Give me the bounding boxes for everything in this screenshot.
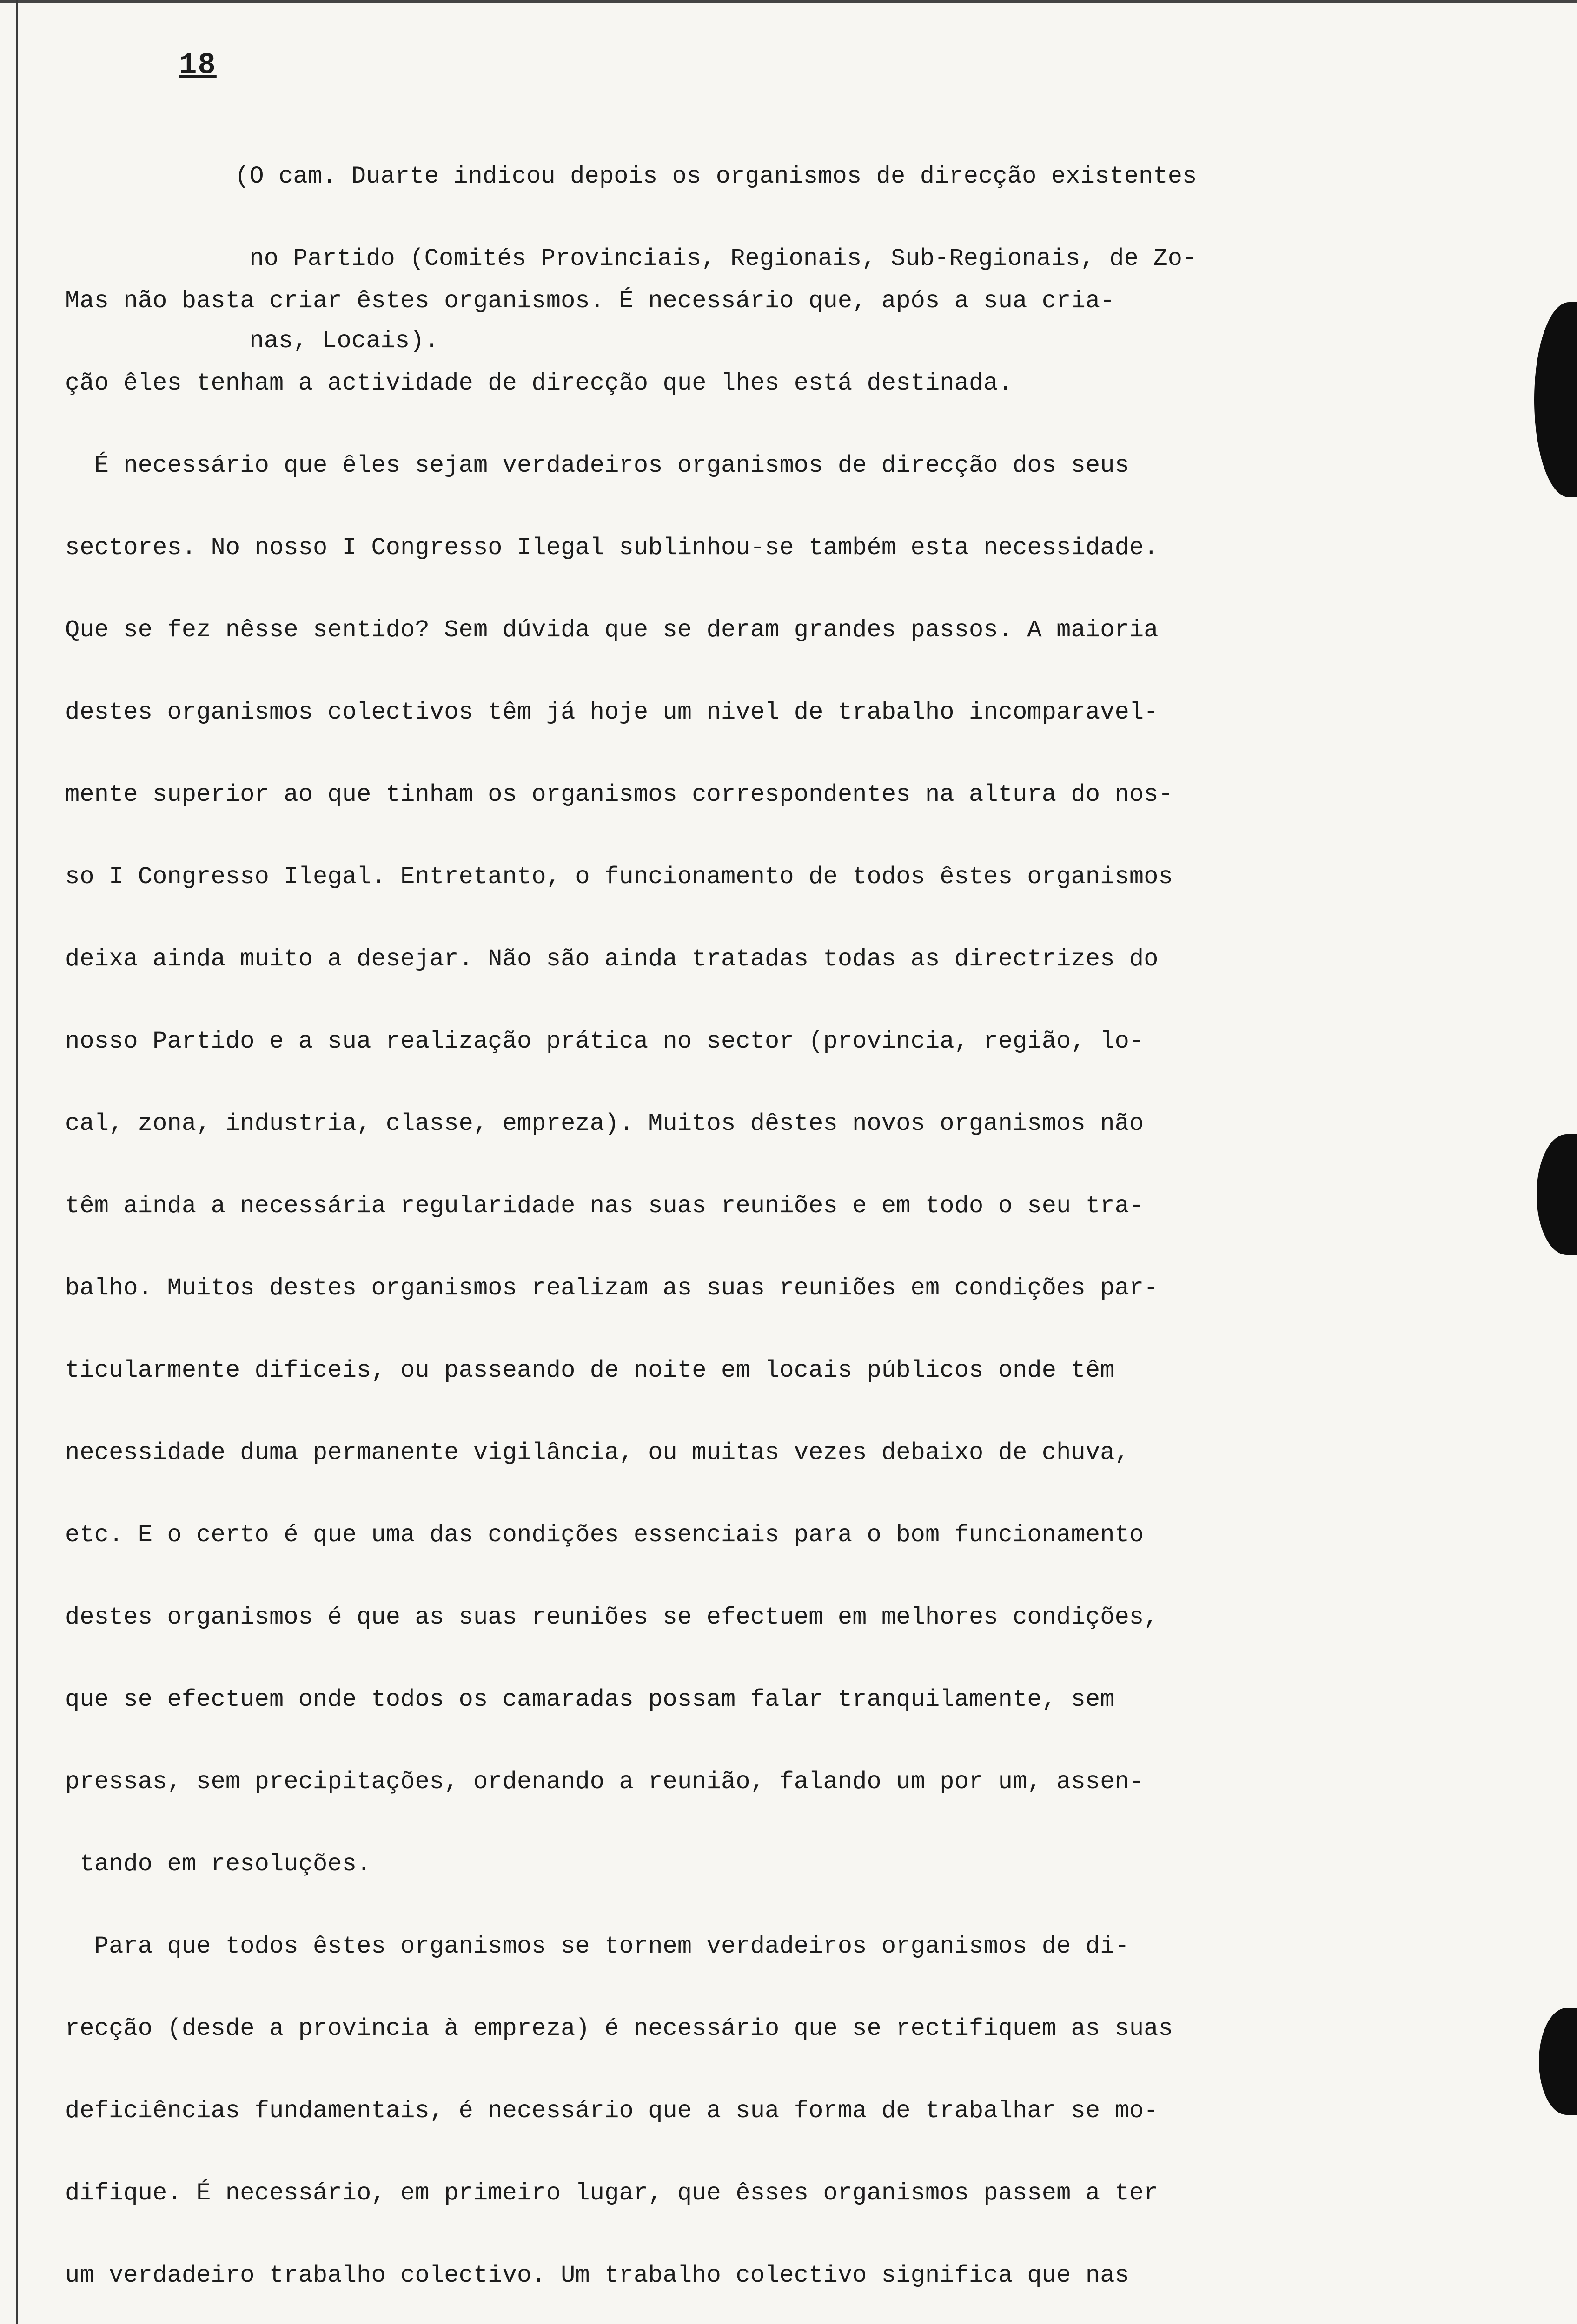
body-line: nosso Partido e a sua realização prática no sector (provincia, região, lo- xyxy=(65,1028,1144,1055)
body-line: É necessário que êles sejam verdadeiros organismos de direcção dos seus xyxy=(65,452,1129,479)
note-line: nas, Locais). xyxy=(235,327,439,355)
ink-blot-decoration xyxy=(1537,1134,1577,1255)
body-line: sectores. No nosso I Congresso Ilegal sublinhou-se também esta necessidade. xyxy=(65,534,1159,561)
body-line: tando em resoluções. xyxy=(65,1850,371,1878)
page-number: 18 xyxy=(179,49,217,82)
ink-blot-decoration xyxy=(1539,2008,1577,2115)
body-line: deficiências fundamentais, é necessário que a sua forma de trabalhar se mo- xyxy=(65,2097,1159,2125)
body-line: cal, zona, industria, classe, empreza). Muitos dêstes novos organismos não xyxy=(65,1110,1144,1137)
body-line: ção êles tenham a actividade de direcção que lhes está destinada. xyxy=(65,370,1013,397)
body-line: necessidade duma permanente vigilância, ou muitas vezes debaixo de chuva, xyxy=(65,1439,1129,1466)
body-line: ticularmente dificeis, ou passeando de noite em locais públicos onde têm xyxy=(65,1357,1115,1384)
body-line: recção (desde a provincia à empreza) é necessário que se rectifiquem as suas xyxy=(65,2015,1173,2042)
body-line: difique. É necessário, em primeiro lugar, que êsses organismos passem a ter xyxy=(65,2179,1159,2207)
body-line: Para que todos êstes organismos se tornem verdadeiros organismos de di- xyxy=(65,1933,1129,1960)
body-line: mente superior ao que tinham os organismos correspondentes na altura do nos- xyxy=(65,781,1173,808)
body-line: têm ainda a necessária regularidade nas suas reuniões e em todo o seu tra- xyxy=(65,1192,1144,1220)
body-line: um verdadeiro trabalho colectivo. Um trabalho colectivo significa que nas xyxy=(65,2262,1129,2289)
body-line: pressas, sem precipitações, ordenando a reunião, falando um por um, assen- xyxy=(65,1768,1144,1796)
body-line: destes organismos colectivos têm já hoje um nivel de trabalho incomparavel- xyxy=(65,699,1159,726)
note-line: (O cam. Duarte indicou depois os organismos de direcção existentes xyxy=(235,163,1197,190)
note-line: no Partido (Comités Provinciais, Regionais, Sub-Regionais, de Zo- xyxy=(235,245,1197,272)
body-line: destes organismos é que as suas reuniões se efectuem em melhores condições, xyxy=(65,1604,1159,1631)
scan-left-edge xyxy=(16,0,18,2324)
body-line: etc. E o certo é que uma das condições essenciais para o bom funcionamento xyxy=(65,1521,1144,1549)
scan-top-edge xyxy=(0,0,1577,3)
ink-blot-decoration xyxy=(1534,302,1577,497)
body-line: balho. Muitos destes organismos realizam as suas reuniões em condições par- xyxy=(65,1274,1159,1302)
body-line: Mas não basta criar êstes organismos. É necessário que, após a sua cria- xyxy=(65,287,1115,315)
body-line: que se efectuem onde todos os camaradas possam falar tranquilamente, sem xyxy=(65,1686,1115,1713)
body-line: so I Congresso Ilegal. Entretanto, o funcionamento de todos êstes organismos xyxy=(65,863,1173,891)
body-line: Que se fez nêsse sentido? Sem dúvida que se deram grandes passos. A maioria xyxy=(65,616,1159,644)
body-line: deixa ainda muito a desejar. Não são ainda tratadas todas as directrizes do xyxy=(65,945,1159,973)
body-text xyxy=(65,232,1488,2324)
